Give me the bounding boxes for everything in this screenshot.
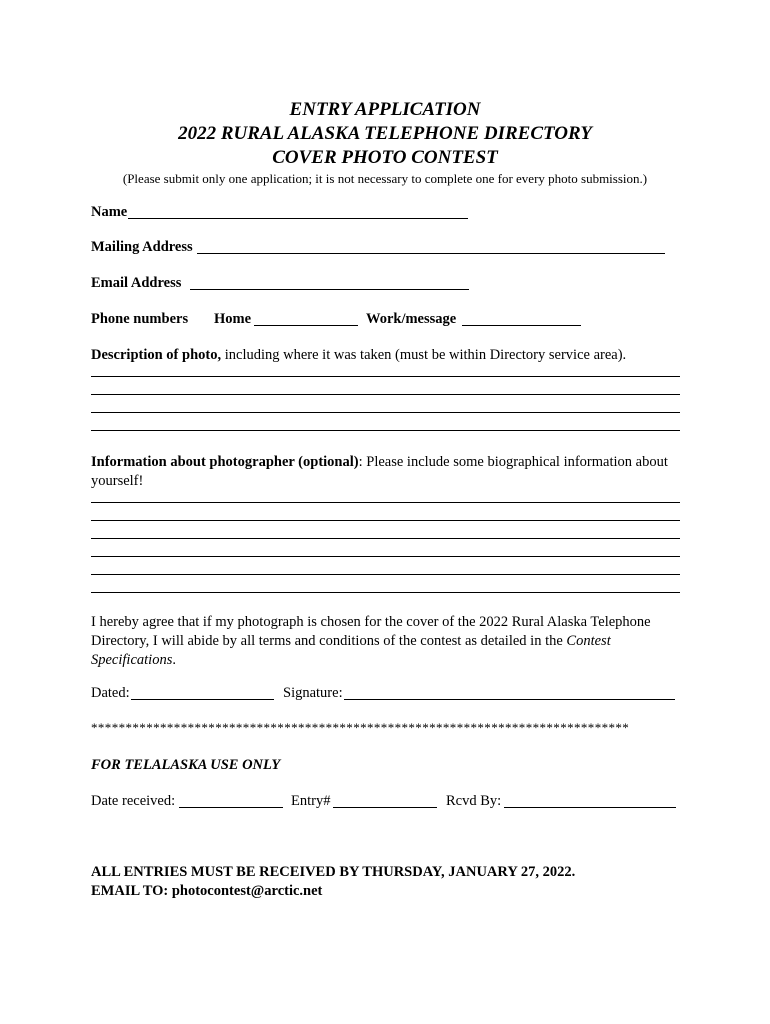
description-instructions: including where it was taken (must be within Directory service area). [221,347,627,363]
description-line-3[interactable] [91,412,680,413]
date-received-field[interactable] [179,807,283,808]
agreement-body: I hereby agree that if my photograph is chosen for the cover of the 2022 Rural Alaska Telephone Directory, I will abide by all terms and conditions of the contest as detailed in the [91,614,651,649]
dated-field[interactable] [131,699,274,700]
phone-numbers-label: Phone numbers [91,311,189,327]
separator: ****************************************************************************** [91,720,630,735]
entry-number-field[interactable] [333,807,437,808]
mailing-address-field[interactable] [197,253,665,254]
description-line-1[interactable] [91,376,680,377]
office-use-heading: FOR TELALASKA USE ONLY [91,757,281,773]
date-received-label: Date received: [91,793,176,809]
photographer-instructions: : Please include some biographical information about yourself! [91,454,668,489]
received-by-label: Rcvd By: [446,793,502,809]
mailing-address-label: Mailing Address [91,239,193,255]
photographer-line-4[interactable] [91,556,680,557]
work-phone-field[interactable] [462,325,581,326]
submission-note: (Please submit only one application; it is not necessary to complete one for every photo submission.) [122,171,648,186]
description-line-4[interactable] [91,430,680,431]
work-phone-label: Work/message [366,311,457,327]
email-address-label: Email Address [91,275,182,291]
name-label: Name [91,204,128,220]
contest-title: COVER PHOTO CONTEST [272,147,498,168]
form-title: ENTRY APPLICATION [289,99,481,120]
dated-label: Dated: [91,685,130,701]
home-phone-label: Home [214,311,252,327]
home-phone-field[interactable] [254,325,358,326]
photographer-line-5[interactable] [91,574,680,575]
name-field[interactable] [128,218,468,219]
form-subtitle: 2022 RURAL ALASKA TELEPHONE DIRECTORY [178,123,592,144]
photographer-line-6[interactable] [91,592,680,593]
agreement-text [91,613,683,670]
description-prompt [91,346,626,364]
received-by-field[interactable] [504,807,676,808]
photographer-line-3[interactable] [91,538,680,539]
signature-field[interactable] [344,699,675,700]
photographer-label: Information about photographer (optional) [91,454,359,470]
photographer-prompt [91,453,683,491]
contest-specifications: Contest Specifications [91,633,611,668]
entry-number-label: Entry# [291,793,331,809]
email-address-field[interactable] [190,289,469,290]
photographer-line-1[interactable] [91,502,680,503]
description-line-2[interactable] [91,394,680,395]
signature-label: Signature: [283,685,343,701]
photographer-line-2[interactable] [91,520,680,521]
description-label: Description of photo, [91,347,222,363]
email-instructions: EMAIL TO: photocontest@arctic.net [91,883,323,899]
deadline-notice: ALL ENTRIES MUST BE RECEIVED BY THURSDAY, JANUARY 27, 2022. [91,864,576,880]
agreement-period: . [172,652,176,668]
